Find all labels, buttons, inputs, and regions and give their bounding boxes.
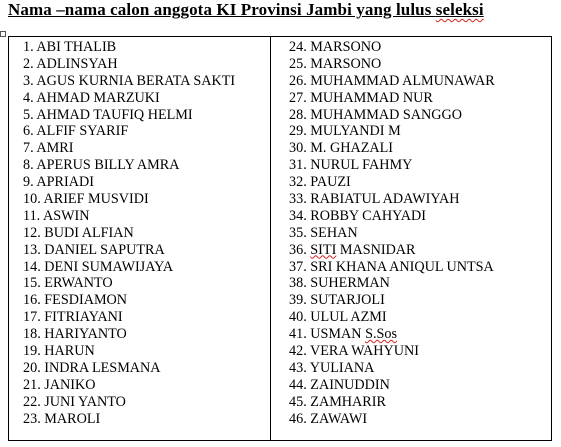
candidate-list-item: 17. FITRIAYANI <box>23 309 123 326</box>
candidate-list-item: 45. ZAMHARIR <box>289 393 386 410</box>
candidate-list-item: 15. ERWANTO <box>23 275 113 292</box>
candidate-list-item: 32. PAUZI <box>289 174 351 191</box>
candidate-list-item: 30. M. GHAZALI <box>289 140 394 157</box>
candidate-list-item: 35. SEHAN <box>289 224 358 241</box>
paragraph-margin-marker <box>0 31 6 37</box>
candidate-list-item: 12. BUDI ALFIAN <box>23 224 134 241</box>
candidate-list-item: 24. MARSONO <box>289 39 382 55</box>
candidate-list-item: 27. MUHAMMAD NUR <box>289 89 433 106</box>
candidate-list-item: 37. SRI KHANA ANIQUL UNTSA <box>289 258 494 275</box>
candidate-list-item: 14. DENI SUMAWIJAYA <box>23 258 174 275</box>
candidate-list-item: 21. JANIKO <box>23 376 96 393</box>
column-divider <box>270 37 271 440</box>
candidate-list-item: 8. APERUS BILLY AMRA <box>23 157 180 174</box>
title-text: Nama –nama calon anggota KI Provinsi Jambi yang lulus <box>8 0 436 19</box>
candidate-list-item: 31. NURUL FAHMY <box>289 157 413 174</box>
candidate-list-item: 38. SUHERMAN <box>289 275 390 292</box>
candidate-list-item: 41. USMAN S.Sos <box>289 326 398 343</box>
candidate-list-item: 43. YULIANA <box>289 359 375 376</box>
candidate-list-item: 36. SITI MASNIDAR <box>289 241 416 258</box>
candidate-list-item: 25. MARSONO <box>289 55 382 72</box>
candidate-list-item: 3. AGUS KURNIA BERATA SAKTI <box>23 72 236 89</box>
candidate-list-item: 42. VERA WAHYUNI <box>289 343 419 360</box>
candidate-list-item: 5. AHMAD TAUFIQ HELMI <box>23 106 193 123</box>
candidate-list-item: 29. MULYANDI M <box>289 123 401 140</box>
title-flagged-word: seleksi <box>435 0 484 19</box>
candidate-list-item: 26. MUHAMMAD ALMUNAWAR <box>289 72 495 89</box>
spellcheck-flag: S.Sos <box>365 326 398 343</box>
right-candidate-list <box>289 39 495 427</box>
left-candidate-list <box>23 39 235 427</box>
candidate-list-item: 9. APRIADI <box>23 174 94 191</box>
candidate-list-item: 44. ZAINUDDIN <box>289 376 390 393</box>
candidate-list-item: 11. ASWIN <box>23 207 90 224</box>
candidate-list-item: 28. MUHAMMAD SANGGO <box>289 106 463 123</box>
document-title <box>8 0 560 20</box>
candidate-list-item: 34. ROBBY CAHYADI <box>289 207 427 224</box>
candidate-list-item: 18. HARIYANTO <box>23 326 127 343</box>
candidate-list-item: 16. FESDIAMON <box>23 292 128 309</box>
candidate-list-item: 39. SUTARJOLI <box>289 292 385 309</box>
spellcheck-flag: SITI <box>310 241 337 258</box>
candidate-list-item: 1. ABI THALIB <box>23 39 117 55</box>
candidate-list-item: 33. RABIATUL ADAWIYAH <box>289 191 460 208</box>
candidate-list-item: 23. MAROLI <box>23 410 101 427</box>
candidate-list-item: 22. JUNI YANTO <box>23 393 126 410</box>
candidate-list-item: 13. DANIEL SAPUTRA <box>23 241 165 258</box>
candidate-table <box>8 36 552 441</box>
candidate-list-item: 20. INDRA LESMANA <box>23 359 161 376</box>
candidate-list-item: 40. ULUL AZMI <box>289 309 387 326</box>
candidate-list-item: 10. ARIEF MUSVIDI <box>23 191 149 208</box>
candidate-list-item: 2. ADLINSYAH <box>23 55 118 72</box>
candidate-list-item: 4. AHMAD MARZUKI <box>23 89 160 106</box>
candidate-list-item: 7. AMRI <box>23 140 74 157</box>
candidate-list-item: 6. ALFIF SYARIF <box>23 123 129 140</box>
candidate-list-item: 46. ZAWAWI <box>289 410 368 427</box>
candidate-list-item: 19. HARUN <box>23 343 95 360</box>
